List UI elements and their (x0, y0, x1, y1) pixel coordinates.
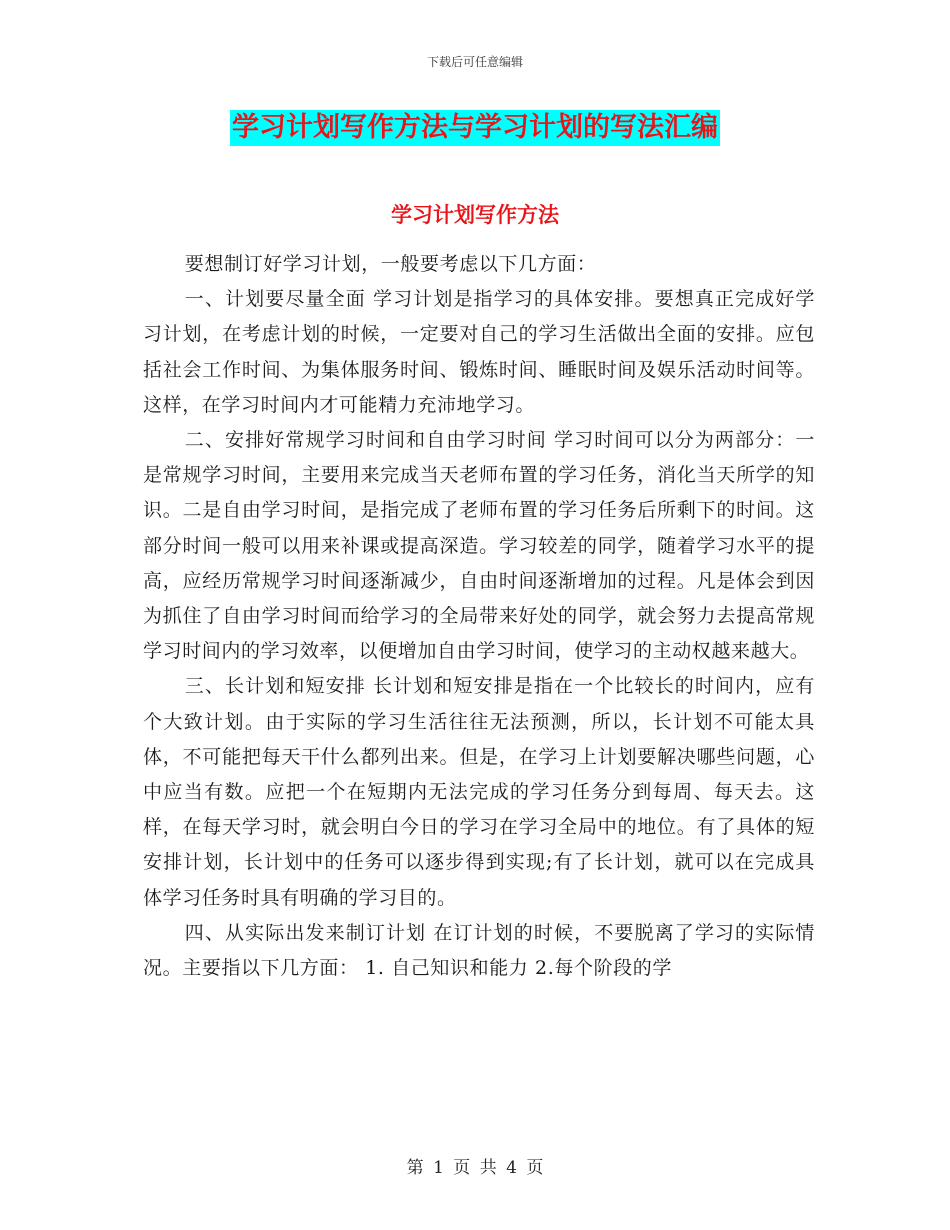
document-title-container (0, 110, 950, 146)
paragraph-point-3: 三、长计划和短安排 长计划和短安排是指在一个比较长的时间内，应有个大致计划。由于实际的学习生活往往无法预测，所以，长计划不可能太具体，不可能把每天干什么都列出来。但是，在学习上计划要解决哪些问题，心中应当有数。应把一个在短期内无法完成的学习任务分到每周、每天去。这样，在每天学习时，就会明白今日的学习在学习全局中的地位。有了具体的短安排计划，长计划中的任务可以逐步得到实现;有了长计划，就可以在完成具体学习任务时具有明确的学习目的。 (143, 675, 815, 909)
paragraph-point-2: 二、安排好常规学习时间和自由学习时间 学习时间可以分为两部分：一是常规学习时间，主要用来完成当天老师布置的学习任务，消化当天所学的知识。二是自由学习时间，是指完成了老师布置的学习任务后所剩下的时间。这部分时间一般可以用来补课或提高深造。学习较差的同学，随着学习水平的提高，应经历常规学习时间逐渐减少，自由时间逐渐增加的过程。凡是体会到因为抓住了自由学习时间而给学习的全局带来好处的同学，就会努力去提高常规学习时间内的学习效率，以便增加自由学习时间，使学习的主动权越来越大。 (143, 429, 815, 663)
paragraph-point-4: 四、从实际出发来制订计划 在订计划的时候，不要脱离了学习的实际情况。主要指以下几方面： 1. 自己知识和能力 2.每个阶段的学 (143, 921, 815, 980)
page-header-note: 下载后可任意编辑 (426, 55, 523, 69)
document-title: 学习计划写作方法与学习计划的写法汇编 (230, 110, 720, 146)
page-number-footer: 第 1 页 共 4 页 (406, 1158, 544, 1178)
document-body (143, 247, 815, 986)
paragraph-intro: 要想制订好学习计划，一般要考虑以下几方面： (184, 253, 597, 275)
paragraph-point-1: 一、计划要尽量全面 学习计划是指学习的具体安排。要想真正完成好学习计划，在考虑计划的时候，一定要对自己的学习生活做出全面的安排。应包括社会工作时间、为集体服务时间、锻炼时间、睡眠时间及娱乐活动时间等。这样，在学习时间内才可能精力充沛地学习。 (143, 288, 815, 416)
section-title: 学习计划写作方法 (391, 203, 559, 227)
